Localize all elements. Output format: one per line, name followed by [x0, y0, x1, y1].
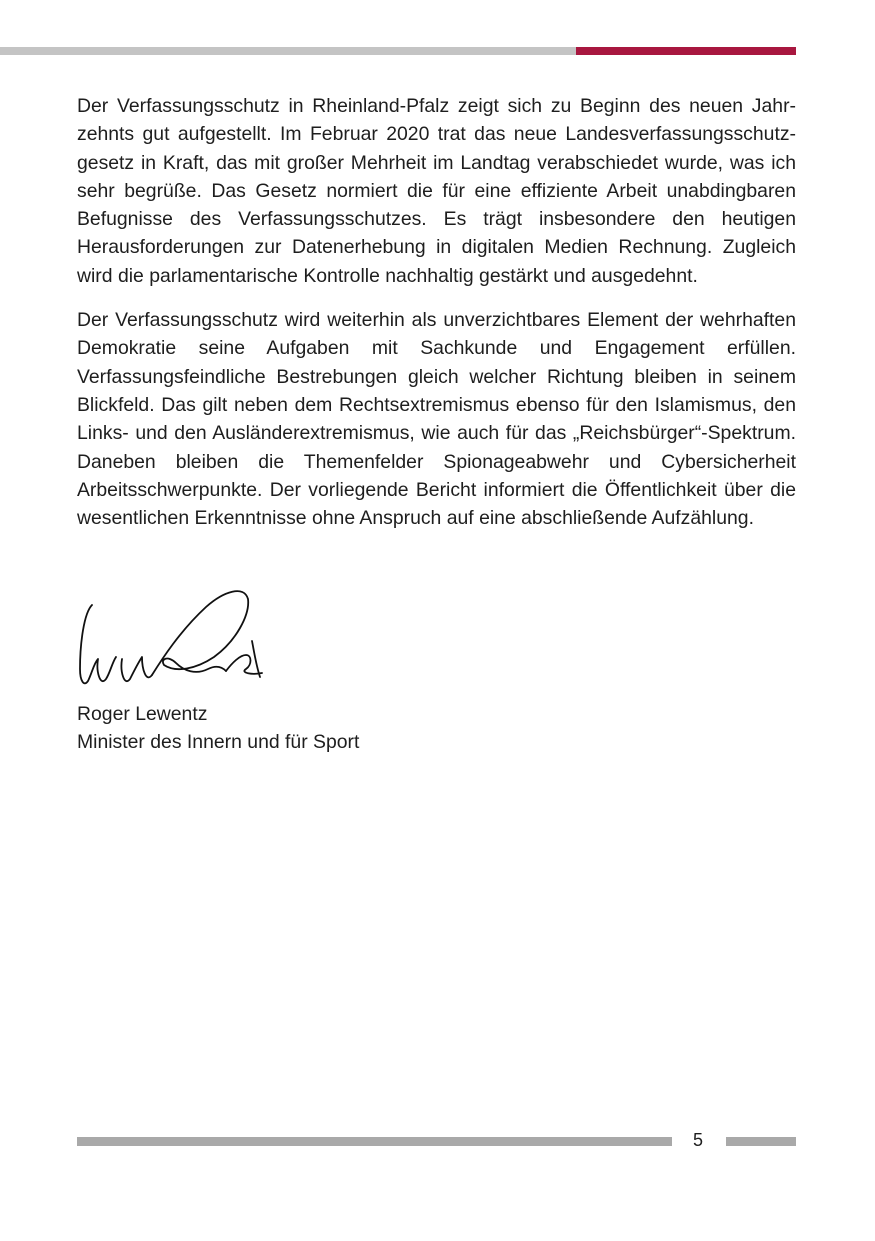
footer-rule-left: [77, 1137, 672, 1146]
header-rule-accent: [576, 47, 796, 55]
body-text: [77, 92, 796, 532]
footer-rule-right: [726, 1137, 796, 1146]
page-number: 5: [692, 1130, 703, 1150]
signer-role: Minister des Innern und für Sport: [77, 731, 360, 753]
signature-image: [76, 583, 266, 691]
paragraph-1: Der Verfassungsschutz in Rheinland-Pfalz zeigt sich zu Beginn des neuen Jahrzehnts gut aufgestellt. Im Februar 2020 trat das neue Landesverfassungsschutzgesetz in Kraft, das mit großer Mehrheit im Landtag verabschiedet wurde, was ich sehr begrüße. Das Gesetz normiert die für eine effiziente Arbeit unabdingbaren Befugnisse des Verfassungsschutzes. Es trägt insbesondere den heutigen Herausforderungen zur Datenerhebung in digitalen Medien Rechnung. Zugleich wird die parlamentarische Kontrolle nachhaltig gestärkt und ausgedehnt.: [77, 95, 796, 287]
paragraph-2: Der Verfassungsschutz wird weiterhin als unverzichtbares Element der wehrhaften Demokratie seine Aufgaben mit Sachkunde und Engagement erfüllen. Verfassungsfeindliche Bestrebungen gleich welcher Richtung bleiben in seinem Blickfeld. Das gilt neben dem Rechtsextremismus ebenso für den Islamismus, den Links- und den Ausländerextremismus, wie auch für das „Reichsbürger“-Spektrum. Daneben bleiben die Themenfelder Spionageabwehr und Cybersicherheit Arbeitsschwerpunkte. Der vorliegende Bericht informiert die Öffentlichkeit über die wesentlichen Erkenntnisse ohne Anspruch auf eine abschließende Aufzählung.: [77, 309, 796, 530]
signature-block: [77, 700, 359, 756]
header-rule-grey: [0, 47, 576, 55]
signer-name: Roger Lewentz: [77, 703, 208, 725]
